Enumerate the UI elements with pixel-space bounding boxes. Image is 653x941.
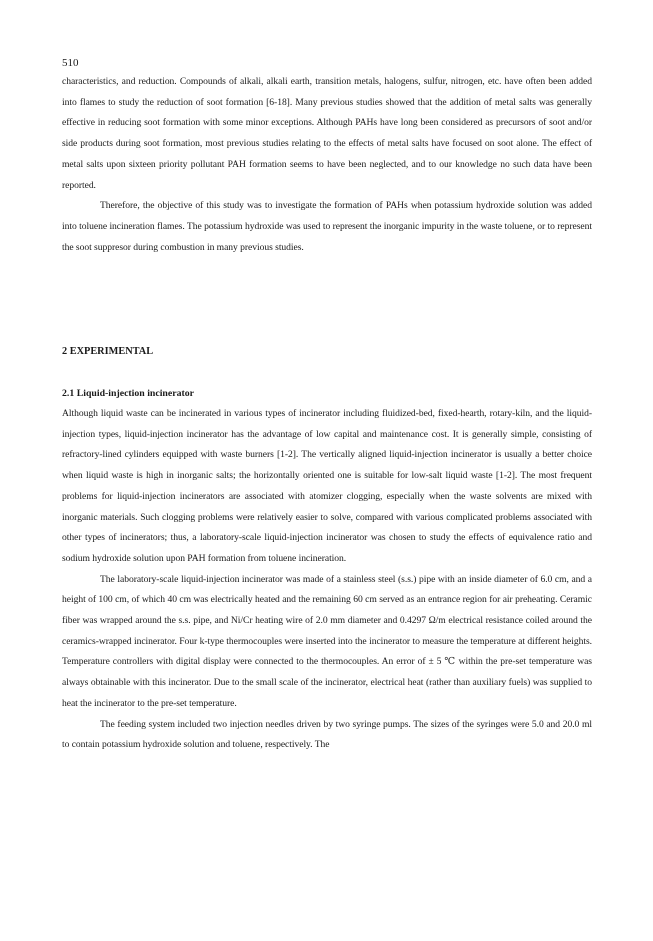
body-paragraph-3: The feeding system included two injection needles driven by two syringe pumps. The sizes of the syringes were 5.0 and 20.0 ml to contain potassium hydroxide solution and toluene, respectively. The — [62, 718, 592, 751]
page-number: 510 — [62, 57, 79, 69]
intro-paragraph-1: characteristics, and reduction. Compounds of alkali, alkali earth, transition metals, halogens, sulfur, nitrogen, etc. have often been added into flames to study the reduction of soot formation [6-18]. Many previous studies showed that the addition of metal salts was generally effective in reducing soot formation with some minor exceptions. Although PAHs have long been considered as precursors of soot and/or side products during soot formation, most previous studies relating to the effects of metal salts have focused on soot alone. The effect of metal salts upon sixteen priority pollutant PAH formation seems to have been neglected, and to our knowledge no such data have been reported. — [62, 76, 592, 191]
subsection-heading: 2.1 Liquid-injection incinerator — [62, 388, 194, 399]
section-experimental — [62, 342, 592, 362]
body-paragraph-2: The laboratory-scale liquid-injection incinerator was made of a stainless steel (s.s.) pipe with an inside diameter of 6.0 cm, and a height of 100 cm, of which 40 cm was electrically heated and the remaining 60 cm served as an entrance region for air preheating. Ceramic fiber was wrapped around the s.s. pipe, and Ni/Cr heating wire of 2.0 mm diameter and 0.4297 Ω/m electrical resistance coiled around the ceramics-wrapped incinerator. Four k-type thermocouples were inserted into the incinerator to measure the temperature at different heights. Temperature controllers with digital display were connected to the thermocouples. An error of ± 5 ℃ within the pre-set temperature was always obtainable with this incinerator. Due to the small scale of the incinerator, electrical heat (rather than auxiliary fuels) was supplied to heat the incinerator to the pre-set temperature. — [62, 573, 592, 709]
intro-block — [62, 72, 592, 258]
body-block — [62, 384, 592, 756]
intro-paragraph-2: Therefore, the objective of this study was to investigate the formation of PAHs when potassium hydroxide solution was added into toluene incineration flames. The potassium hydroxide was used to represent the inorganic impurity in the waste toluene, or to represent the soot suppresor during combustion in many previous studies. — [62, 200, 592, 253]
section-heading: 2 EXPERIMENTAL — [62, 346, 154, 357]
body-paragraph-1: Although liquid waste can be incinerated in various types of incinerator including fluidized-bed, fixed-hearth, rotary-kiln, and the liquid-injection types, liquid-injection incinerator has the advantage of low capital and maintenance cost. It is generally simple, consisting of refractory-lined cylinders equipped with waste burners [1-2]. The vertically aligned liquid-injection incinerator is usually a better choice when liquid waste is high in inorganic salts; the horizontally oriented one is suitable for low-salt liquid waste [1-2]. The most frequent problems for liquid-injection incinerators are associated with atomizer clogging, especially when the waste solvents are mixed with inorganic materials. Such clogging problems were relatively easier to solve, compared with various complicated problems associated with other types of incinerators; thus, a laboratory-scale liquid-injection incinerator was chosen to study the effects of equivalence ratio and sodium hydroxide solution upon PAH formation from toluene incineration. — [62, 408, 592, 564]
